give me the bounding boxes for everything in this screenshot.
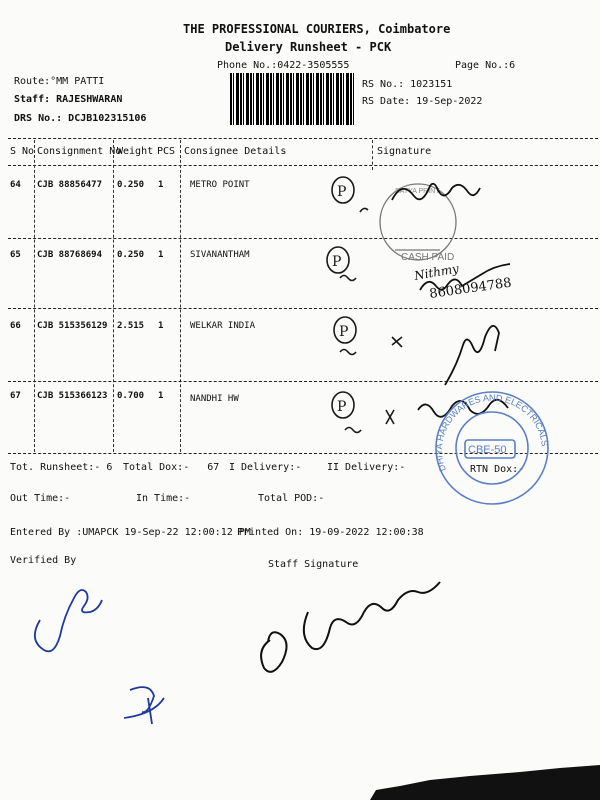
company-name: THE PROFESSIONAL COURIERS, Coimbatore	[183, 22, 451, 36]
staff-signature-label: Staff Signature	[268, 559, 359, 570]
row-weight: 0.250	[117, 180, 145, 190]
row-sno: 67	[10, 391, 21, 401]
col-pcs: PCS	[157, 146, 176, 157]
staff-name: Staff: RAJESHWARAN	[14, 94, 123, 105]
row-sno: 65	[10, 250, 21, 260]
verified-by-label: Verified By	[10, 555, 77, 566]
out-time: Out Time:-	[10, 493, 71, 504]
total-dox: Total Dox:- 67	[123, 462, 220, 473]
first-delivery: I Delivery:-	[229, 462, 302, 473]
row-sno: 66	[10, 321, 21, 331]
col-consignment: Consignment No	[37, 146, 122, 157]
total-runsheet: Tot. Runsheet:- 6	[10, 462, 113, 473]
svg-text:P: P	[337, 399, 347, 415]
row-pcs: 1	[158, 321, 164, 331]
stamp-cash-paid-text: CASH PAID	[401, 252, 455, 263]
stamp-top-text: SATYA PRINT	[395, 188, 440, 195]
col-consignee-details: Consignee Details	[184, 146, 287, 157]
col-weight: Weight	[117, 146, 154, 157]
signature-row-3	[445, 326, 499, 385]
hardware-stamp-ring: DHIYA HARDWARES AND ELECTRICALS	[434, 392, 550, 473]
row-consignment: CJB 515356129	[37, 321, 108, 331]
svg-text:P: P	[337, 184, 347, 200]
printed-on: Printed On: 19-09-2022 12:00:38	[237, 527, 424, 538]
row-consignment: CJB 88856477	[37, 180, 103, 190]
row-consignee: NANDHI HW	[190, 394, 239, 404]
row-sno: 64	[10, 180, 21, 190]
second-delivery: II Delivery:-	[327, 462, 406, 473]
row-weight: 0.250	[117, 250, 145, 260]
row-pcs: 1	[158, 250, 164, 260]
col-signature: Signature	[377, 146, 432, 157]
in-time: In Time:-	[136, 493, 191, 504]
row-consignment: CJB 515366123	[37, 391, 108, 401]
page-number: Page No.:6	[455, 60, 516, 71]
phone-number: Phone No.:0422-3505555	[217, 60, 350, 71]
row-consignee: SIVANANTHAM	[190, 250, 250, 260]
scan-shadow	[370, 765, 600, 800]
drs-number: DRS No.: DCJB102315106	[14, 113, 147, 124]
row-consignee: WELKAR INDIA	[190, 321, 256, 331]
row-consignee: METRO POINT	[190, 180, 250, 190]
row-weight: 0.700	[117, 391, 145, 401]
col-sno: S No	[10, 146, 35, 157]
rs-number: RS No.: 1023151	[362, 79, 453, 90]
rtn-dox: RTN Dox:-	[470, 464, 525, 475]
svg-text:P: P	[339, 324, 349, 340]
handwritten-phone: 8608094788	[428, 275, 513, 302]
svg-text:P: P	[332, 254, 342, 270]
total-pod: Total POD:-	[258, 493, 325, 504]
row-weight: 2.515	[117, 321, 145, 331]
verified-signature	[35, 590, 102, 651]
p-mark-row-1	[332, 177, 368, 212]
p-mark-row-2	[327, 247, 356, 281]
verified-initials	[124, 687, 164, 724]
row-pcs: 1	[158, 391, 164, 401]
hardware-stamp-center: CBE-50	[468, 444, 507, 456]
rs-date: RS Date: 19-Sep-2022	[362, 96, 483, 107]
row-pcs: 1	[158, 180, 164, 190]
route: Route:°MM PATTI	[14, 76, 105, 87]
staff-signature	[261, 582, 440, 672]
row-consignment: CJB 88768694	[37, 250, 103, 260]
p-mark-row-4	[332, 392, 394, 433]
p-mark-row-3	[334, 317, 402, 355]
entered-by: Entered By :UMAPCK 19-Sep-22 12:00:12 PM	[10, 527, 251, 538]
runsheet-title: Delivery Runsheet - PCK	[225, 40, 392, 54]
handwritten-name: Nithmy	[413, 261, 460, 283]
